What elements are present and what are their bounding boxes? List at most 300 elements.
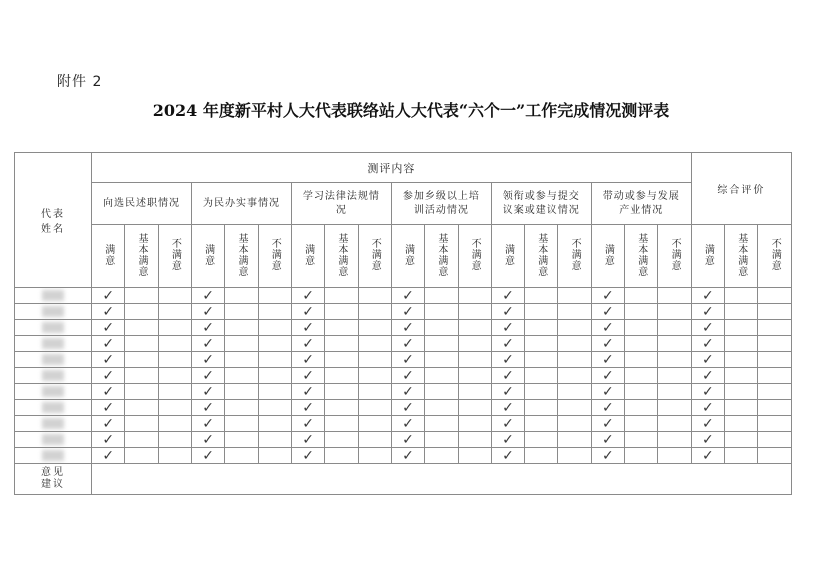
check-mark-icon: ✓ <box>602 399 614 416</box>
redacted-name-cell <box>15 432 92 448</box>
redacted-name-cell <box>15 448 92 464</box>
check-mark-icon: ✓ <box>102 415 115 432</box>
unsatisfied-cell <box>658 448 691 464</box>
check-mark-icon: ✓ <box>402 303 414 320</box>
basic-satisfied-cell <box>625 448 658 464</box>
check-mark-icon: ✓ <box>302 367 314 384</box>
check-mark-icon: ✓ <box>502 367 514 384</box>
rating-subheader: 满意 <box>92 225 125 288</box>
satisfied-cell <box>192 432 225 448</box>
unsatisfied-cell <box>758 304 792 320</box>
unsatisfied-cell <box>758 448 792 464</box>
basic-satisfied-cell <box>325 336 358 352</box>
basic-satisfied-cell <box>525 448 558 464</box>
check-mark-icon: ✓ <box>302 415 314 432</box>
redacted-name-cell <box>15 384 92 400</box>
check-mark-icon: ✓ <box>402 447 414 464</box>
unsatisfied-cell <box>358 400 391 416</box>
satisfied-cell <box>391 400 424 416</box>
check-mark-icon: ✓ <box>702 447 714 464</box>
basic-satisfied-cell <box>625 352 658 368</box>
unsatisfied-cell <box>158 288 191 304</box>
check-mark-icon: ✓ <box>302 303 314 320</box>
rating-subheader: 满意 <box>291 225 324 288</box>
unsatisfied-cell <box>758 368 792 384</box>
basic-satisfied-cell <box>525 368 558 384</box>
opinion-content <box>92 464 792 495</box>
basic-satisfied-cell <box>725 384 758 400</box>
satisfied-cell <box>691 448 724 464</box>
check-mark-icon: ✓ <box>602 303 614 320</box>
category-header: 学习法律法规情况 <box>291 183 391 225</box>
basic-satisfied-cell <box>425 352 458 368</box>
check-mark-icon: ✓ <box>402 367 414 384</box>
unsatisfied-cell <box>258 304 291 320</box>
redaction-blur <box>42 338 64 349</box>
category-header: 为民办实事情况 <box>192 183 292 225</box>
unsatisfied-cell <box>458 320 491 336</box>
satisfied-cell <box>691 400 724 416</box>
check-mark-icon: ✓ <box>702 303 714 320</box>
unsatisfied-cell <box>458 336 491 352</box>
basic-satisfied-cell <box>325 432 358 448</box>
check-mark-icon: ✓ <box>502 351 514 368</box>
satisfied-cell <box>491 400 524 416</box>
basic-satisfied-cell <box>325 448 358 464</box>
check-mark-icon: ✓ <box>202 431 215 448</box>
eval-content-header: 测评内容 <box>92 153 692 183</box>
check-mark-icon: ✓ <box>502 399 514 416</box>
check-mark-icon: ✓ <box>102 303 115 320</box>
check-mark-icon: ✓ <box>502 319 514 336</box>
rating-subheader: 基本满意 <box>125 225 158 288</box>
basic-satisfied-cell <box>225 400 258 416</box>
basic-satisfied-cell <box>225 384 258 400</box>
basic-satisfied-cell <box>725 448 758 464</box>
rating-subheader: 基本满意 <box>625 225 658 288</box>
satisfied-cell <box>291 384 324 400</box>
unsatisfied-cell <box>458 384 491 400</box>
check-mark-icon: ✓ <box>502 303 514 320</box>
basic-satisfied-cell <box>325 320 358 336</box>
check-mark-icon: ✓ <box>502 415 514 432</box>
basic-satisfied-cell <box>625 336 658 352</box>
check-mark-icon: ✓ <box>602 319 614 336</box>
satisfied-cell <box>92 288 125 304</box>
attachment-label: 附件 2 <box>57 74 103 90</box>
satisfied-cell <box>291 288 324 304</box>
check-mark-icon: ✓ <box>202 399 215 416</box>
opinion-row <box>15 464 792 495</box>
evaluation-table <box>14 152 792 495</box>
redaction-blur <box>42 402 64 413</box>
unsatisfied-cell <box>758 288 792 304</box>
redacted-name-cell <box>15 288 92 304</box>
check-mark-icon: ✓ <box>602 415 614 432</box>
basic-satisfied-cell <box>725 304 758 320</box>
unsatisfied-cell <box>458 416 491 432</box>
unsatisfied-cell <box>758 400 792 416</box>
satisfied-cell <box>192 336 225 352</box>
check-mark-icon: ✓ <box>602 367 614 384</box>
basic-satisfied-cell <box>125 416 158 432</box>
basic-satisfied-cell <box>625 416 658 432</box>
check-mark-icon: ✓ <box>202 383 215 400</box>
check-mark-icon: ✓ <box>502 447 514 464</box>
unsatisfied-cell <box>258 384 291 400</box>
satisfied-cell <box>92 336 125 352</box>
redacted-name-cell <box>15 400 92 416</box>
unsatisfied-cell <box>658 288 691 304</box>
page-title: 2024 年度新平村人大代表联络站人大代表“六个一”工作完成情况测评表 <box>152 101 670 120</box>
basic-satisfied-cell <box>225 416 258 432</box>
check-mark-icon: ✓ <box>602 287 614 304</box>
unsatisfied-cell <box>258 288 291 304</box>
satisfied-cell <box>691 368 724 384</box>
basic-satisfied-cell <box>725 416 758 432</box>
satisfied-cell <box>491 352 524 368</box>
basic-satisfied-cell <box>425 432 458 448</box>
check-mark-icon: ✓ <box>702 415 714 432</box>
satisfied-cell <box>391 384 424 400</box>
satisfied-cell <box>192 288 225 304</box>
category-header: 参加乡级以上培训活动情况 <box>391 183 491 225</box>
basic-satisfied-cell <box>425 304 458 320</box>
basic-satisfied-cell <box>625 384 658 400</box>
check-mark-icon: ✓ <box>202 367 215 384</box>
unsatisfied-cell <box>458 288 491 304</box>
unsatisfied-cell <box>558 288 591 304</box>
check-mark-icon: ✓ <box>502 431 514 448</box>
check-mark-icon: ✓ <box>202 319 215 336</box>
unsatisfied-cell <box>458 368 491 384</box>
satisfied-cell <box>691 384 724 400</box>
basic-satisfied-cell <box>525 352 558 368</box>
basic-satisfied-cell <box>625 304 658 320</box>
satisfied-cell <box>291 448 324 464</box>
satisfied-cell <box>391 304 424 320</box>
basic-satisfied-cell <box>225 304 258 320</box>
unsatisfied-cell <box>158 400 191 416</box>
check-mark-icon: ✓ <box>302 287 314 304</box>
satisfied-cell <box>92 416 125 432</box>
satisfied-cell <box>192 384 225 400</box>
check-mark-icon: ✓ <box>102 383 115 400</box>
unsatisfied-cell <box>458 448 491 464</box>
unsatisfied-cell <box>558 384 591 400</box>
check-mark-icon: ✓ <box>702 383 714 400</box>
redaction-blur <box>42 386 64 397</box>
unsatisfied-cell <box>658 352 691 368</box>
unsatisfied-cell <box>658 384 691 400</box>
basic-satisfied-cell <box>725 288 758 304</box>
basic-satisfied-cell <box>725 432 758 448</box>
check-mark-icon: ✓ <box>702 399 714 416</box>
satisfied-cell <box>591 384 624 400</box>
basic-satisfied-cell <box>125 336 158 352</box>
check-mark-icon: ✓ <box>202 303 215 320</box>
check-mark-icon: ✓ <box>402 383 414 400</box>
basic-satisfied-cell <box>125 432 158 448</box>
unsatisfied-cell <box>358 448 391 464</box>
satisfied-cell <box>92 368 125 384</box>
check-mark-icon: ✓ <box>402 335 414 352</box>
satisfied-cell <box>691 336 724 352</box>
table-row <box>15 336 792 352</box>
basic-satisfied-cell <box>425 368 458 384</box>
check-mark-icon: ✓ <box>402 287 414 304</box>
unsatisfied-cell <box>358 352 391 368</box>
unsatisfied-cell <box>258 352 291 368</box>
check-mark-icon: ✓ <box>702 319 714 336</box>
satisfied-cell <box>192 448 225 464</box>
category-header: 领衔或参与提交议案或建议情况 <box>491 183 591 225</box>
redaction-blur <box>42 450 64 461</box>
basic-satisfied-cell <box>325 368 358 384</box>
satisfied-cell <box>491 288 524 304</box>
basic-satisfied-cell <box>225 368 258 384</box>
redacted-name-cell <box>15 416 92 432</box>
basic-satisfied-cell <box>125 368 158 384</box>
satisfied-cell <box>591 448 624 464</box>
check-mark-icon: ✓ <box>302 447 314 464</box>
check-mark-icon: ✓ <box>702 287 714 304</box>
redaction-blur <box>42 354 64 365</box>
unsatisfied-cell <box>558 336 591 352</box>
unsatisfied-cell <box>458 432 491 448</box>
satisfied-cell <box>691 352 724 368</box>
unsatisfied-cell <box>458 352 491 368</box>
unsatisfied-cell <box>158 384 191 400</box>
check-mark-icon: ✓ <box>602 351 614 368</box>
satisfied-cell <box>291 400 324 416</box>
satisfied-cell <box>92 448 125 464</box>
basic-satisfied-cell <box>625 320 658 336</box>
basic-satisfied-cell <box>325 352 358 368</box>
satisfied-cell <box>391 368 424 384</box>
unsatisfied-cell <box>758 416 792 432</box>
check-mark-icon: ✓ <box>302 351 314 368</box>
table-row <box>15 416 792 432</box>
basic-satisfied-cell <box>625 288 658 304</box>
unsatisfied-cell <box>658 304 691 320</box>
satisfied-cell <box>391 320 424 336</box>
unsatisfied-cell <box>258 448 291 464</box>
satisfied-cell <box>192 304 225 320</box>
check-mark-icon: ✓ <box>102 447 115 464</box>
satisfied-cell <box>192 352 225 368</box>
basic-satisfied-cell <box>125 352 158 368</box>
unsatisfied-cell <box>558 432 591 448</box>
unsatisfied-cell <box>158 320 191 336</box>
comprehensive-header: 综合评价 <box>691 153 791 225</box>
rep-name-header: 代表 姓名 <box>15 153 92 288</box>
satisfied-cell <box>92 400 125 416</box>
check-mark-icon: ✓ <box>602 431 614 448</box>
basic-satisfied-cell <box>425 400 458 416</box>
unsatisfied-cell <box>758 352 792 368</box>
unsatisfied-cell <box>658 336 691 352</box>
satisfied-cell <box>391 448 424 464</box>
basic-satisfied-cell <box>125 384 158 400</box>
unsatisfied-cell <box>658 432 691 448</box>
unsatisfied-cell <box>358 304 391 320</box>
basic-satisfied-cell <box>125 304 158 320</box>
basic-satisfied-cell <box>425 384 458 400</box>
basic-satisfied-cell <box>125 288 158 304</box>
satisfied-cell <box>591 400 624 416</box>
unsatisfied-cell <box>758 320 792 336</box>
satisfied-cell <box>591 320 624 336</box>
unsatisfied-cell <box>158 432 191 448</box>
satisfied-cell <box>491 304 524 320</box>
satisfied-cell <box>491 448 524 464</box>
rating-subheader: 不满意 <box>258 225 291 288</box>
unsatisfied-cell <box>258 336 291 352</box>
unsatisfied-cell <box>358 288 391 304</box>
satisfied-cell <box>92 304 125 320</box>
unsatisfied-cell <box>558 304 591 320</box>
rating-subheader: 基本满意 <box>325 225 358 288</box>
table-row <box>15 320 792 336</box>
rating-subheader: 不满意 <box>658 225 691 288</box>
unsatisfied-cell <box>658 320 691 336</box>
satisfied-cell <box>591 352 624 368</box>
check-mark-icon: ✓ <box>202 447 215 464</box>
check-mark-icon: ✓ <box>102 367 115 384</box>
redaction-blur <box>42 322 64 333</box>
satisfied-cell <box>192 368 225 384</box>
basic-satisfied-cell <box>325 400 358 416</box>
redacted-name-cell <box>15 320 92 336</box>
satisfied-cell <box>691 432 724 448</box>
unsatisfied-cell <box>558 400 591 416</box>
satisfied-cell <box>491 336 524 352</box>
unsatisfied-cell <box>458 304 491 320</box>
unsatisfied-cell <box>258 400 291 416</box>
basic-satisfied-cell <box>525 400 558 416</box>
basic-satisfied-cell <box>525 384 558 400</box>
basic-satisfied-cell <box>425 448 458 464</box>
satisfied-cell <box>192 400 225 416</box>
table-row <box>15 384 792 400</box>
redaction-blur <box>42 418 64 429</box>
unsatisfied-cell <box>558 448 591 464</box>
unsatisfied-cell <box>258 368 291 384</box>
basic-satisfied-cell <box>125 448 158 464</box>
satisfied-cell <box>491 384 524 400</box>
rating-subheader: 基本满意 <box>425 225 458 288</box>
unsatisfied-cell <box>558 416 591 432</box>
unsatisfied-cell <box>158 336 191 352</box>
basic-satisfied-cell <box>425 336 458 352</box>
satisfied-cell <box>591 336 624 352</box>
unsatisfied-cell <box>758 432 792 448</box>
satisfied-cell <box>291 320 324 336</box>
table-row <box>15 288 792 304</box>
redacted-name-cell <box>15 352 92 368</box>
satisfied-cell <box>691 416 724 432</box>
check-mark-icon: ✓ <box>502 383 514 400</box>
check-mark-icon: ✓ <box>702 367 714 384</box>
unsatisfied-cell <box>158 352 191 368</box>
satisfied-cell <box>291 432 324 448</box>
basic-satisfied-cell <box>325 288 358 304</box>
category-header: 向选民述职情况 <box>92 183 192 225</box>
satisfied-cell <box>391 432 424 448</box>
table-row <box>15 400 792 416</box>
satisfied-cell <box>291 368 324 384</box>
satisfied-cell <box>691 320 724 336</box>
satisfied-cell <box>491 320 524 336</box>
check-mark-icon: ✓ <box>402 431 414 448</box>
basic-satisfied-cell <box>225 336 258 352</box>
check-mark-icon: ✓ <box>502 287 514 304</box>
satisfied-cell <box>591 368 624 384</box>
rating-subheader: 不满意 <box>158 225 191 288</box>
table-row <box>15 448 792 464</box>
satisfied-cell <box>291 352 324 368</box>
redacted-name-cell <box>15 368 92 384</box>
check-mark-icon: ✓ <box>302 431 314 448</box>
satisfied-cell <box>92 432 125 448</box>
satisfied-cell <box>591 304 624 320</box>
basic-satisfied-cell <box>225 320 258 336</box>
basic-satisfied-cell <box>425 320 458 336</box>
basic-satisfied-cell <box>325 416 358 432</box>
check-mark-icon: ✓ <box>202 287 215 304</box>
satisfied-cell <box>291 416 324 432</box>
satisfied-cell <box>691 304 724 320</box>
check-mark-icon: ✓ <box>102 351 115 368</box>
category-header: 带动或参与发展产业情况 <box>591 183 691 225</box>
redaction-blur <box>42 290 64 301</box>
check-mark-icon: ✓ <box>102 399 115 416</box>
rating-subheader: 满意 <box>591 225 624 288</box>
unsatisfied-cell <box>258 432 291 448</box>
satisfied-cell <box>591 288 624 304</box>
check-mark-icon: ✓ <box>102 319 115 336</box>
check-mark-icon: ✓ <box>102 287 115 304</box>
unsatisfied-cell <box>558 352 591 368</box>
unsatisfied-cell <box>358 416 391 432</box>
unsatisfied-cell <box>358 384 391 400</box>
basic-satisfied-cell <box>525 320 558 336</box>
rating-subheader: 基本满意 <box>725 225 758 288</box>
basic-satisfied-cell <box>725 336 758 352</box>
basic-satisfied-cell <box>325 304 358 320</box>
basic-satisfied-cell <box>525 304 558 320</box>
basic-satisfied-cell <box>425 416 458 432</box>
check-mark-icon: ✓ <box>302 399 314 416</box>
table-row <box>15 432 792 448</box>
unsatisfied-cell <box>358 432 391 448</box>
rating-subheader: 满意 <box>691 225 724 288</box>
redacted-name-cell <box>15 336 92 352</box>
basic-satisfied-cell <box>525 336 558 352</box>
satisfied-cell <box>591 416 624 432</box>
table-row <box>15 304 792 320</box>
satisfied-cell <box>192 320 225 336</box>
rating-subheader: 满意 <box>491 225 524 288</box>
unsatisfied-cell <box>658 368 691 384</box>
check-mark-icon: ✓ <box>102 431 115 448</box>
rating-subheader: 基本满意 <box>525 225 558 288</box>
check-mark-icon: ✓ <box>702 335 714 352</box>
check-mark-icon: ✓ <box>602 383 614 400</box>
basic-satisfied-cell <box>525 288 558 304</box>
basic-satisfied-cell <box>225 448 258 464</box>
